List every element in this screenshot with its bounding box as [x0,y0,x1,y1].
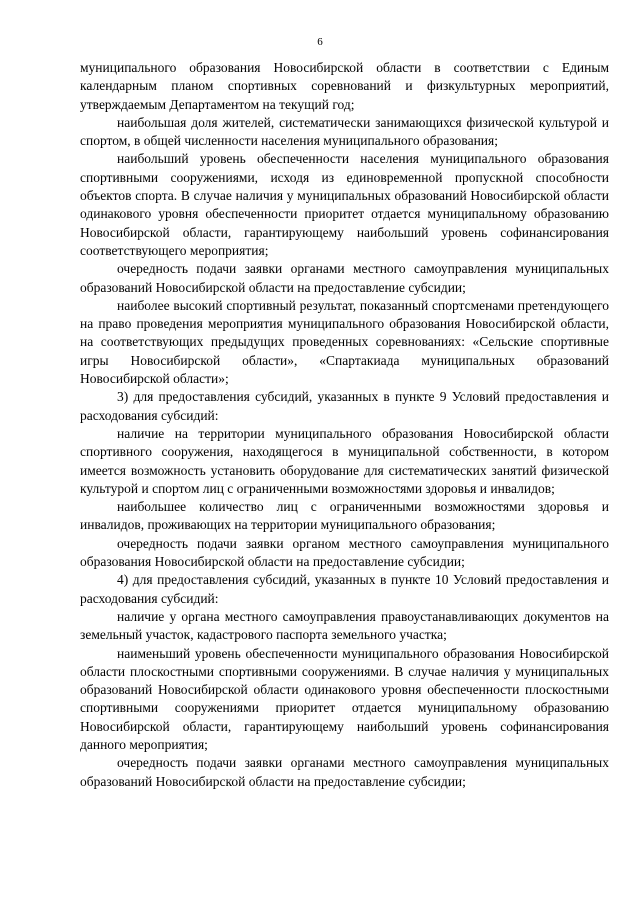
paragraph: наименьший уровень обеспеченности муниципального образования Новосибирской области плоскостными спортивными сооружениями. В случае наличия у муниципальных образований Новосибирской области одинакового уровня обеспеченности плоскостными спортивными сооружениями приоритет отдается муниципальному образованию Новосибирской области, гарантирующему наибольший уровень софинансирования данного мероприятия; [80,645,609,752]
paragraph: наибольшее количество лиц с ограниченными возможностями здоровья и инвалидов, проживающих на территории муниципального образования; [80,499,609,533]
paragraph: очередность подачи заявки органами местного самоуправления муниципальных образований Новосибирской области на предоставление субсидии; [80,261,609,295]
document-body [80,59,609,791]
page-number: 6 [317,36,323,48]
paragraph: наибольший уровень обеспеченности населения муниципального образования спортивными сооружениями, исходя из единовременной пропускной способности объектов спорта. В случае наличия у муниципальных образований Новосибирской области одинакового уровня обеспеченности приоритет отдается муниципальному образованию Новосибирской области, гарантирующему наибольший уровень софинансирования соответствующего мероприятия; [80,151,609,258]
paragraph: наличие на территории муниципального образования Новосибирской области спортивного сооружения, находящегося в муниципальной собственности, в котором имеется возможность установить оборудование для систематических занятий физической культурой и спортом лиц с ограниченными возможностями здоровья и инвалидов; [80,425,609,496]
paragraph: очередность подачи заявки органами местного самоуправления муниципальных образований Новосибирской области на предоставление субсидии; [80,755,609,789]
paragraph-item-3: 3) для предоставления субсидий, указанных в пункте 9 Условий предоставления и расходования субсидий: [80,389,609,423]
paragraph: очередность подачи заявки органом местного самоуправления муниципального образования Новосибирской области на предоставление субсидии; [80,535,609,570]
paragraph: наличие у органа местного самоуправления правоустанавливающих документов на земельный участок, кадастрового паспорта земельного участка; [80,608,609,643]
paragraph-continuation: муниципального образования Новосибирской области в соответствии с Единым календарным планом спортивных соревнований и физкультурных мероприятий, утверждаемым Департаментом на текущий год; [80,60,609,112]
paragraph-item-4: 4) для предоставления субсидий, указанных в пункте 10 Условий предоставления и расходования субсидий: [80,572,609,606]
paragraph: наиболее высокий спортивный результат, показанный спортсменами претендующего на право проведения мероприятия муниципального образования Новосибирской области, на соответствующих предыдущих проведенных соревнованиях: «Сельские спортивные игры Новосибирской области», «Спартакиада муниципальных образований Новосибирской области»; [80,297,609,387]
paragraph: наибольшая доля жителей, систематически занимающихся физической культурой и спортом, в общей численности населения муниципального образования; [80,114,609,149]
